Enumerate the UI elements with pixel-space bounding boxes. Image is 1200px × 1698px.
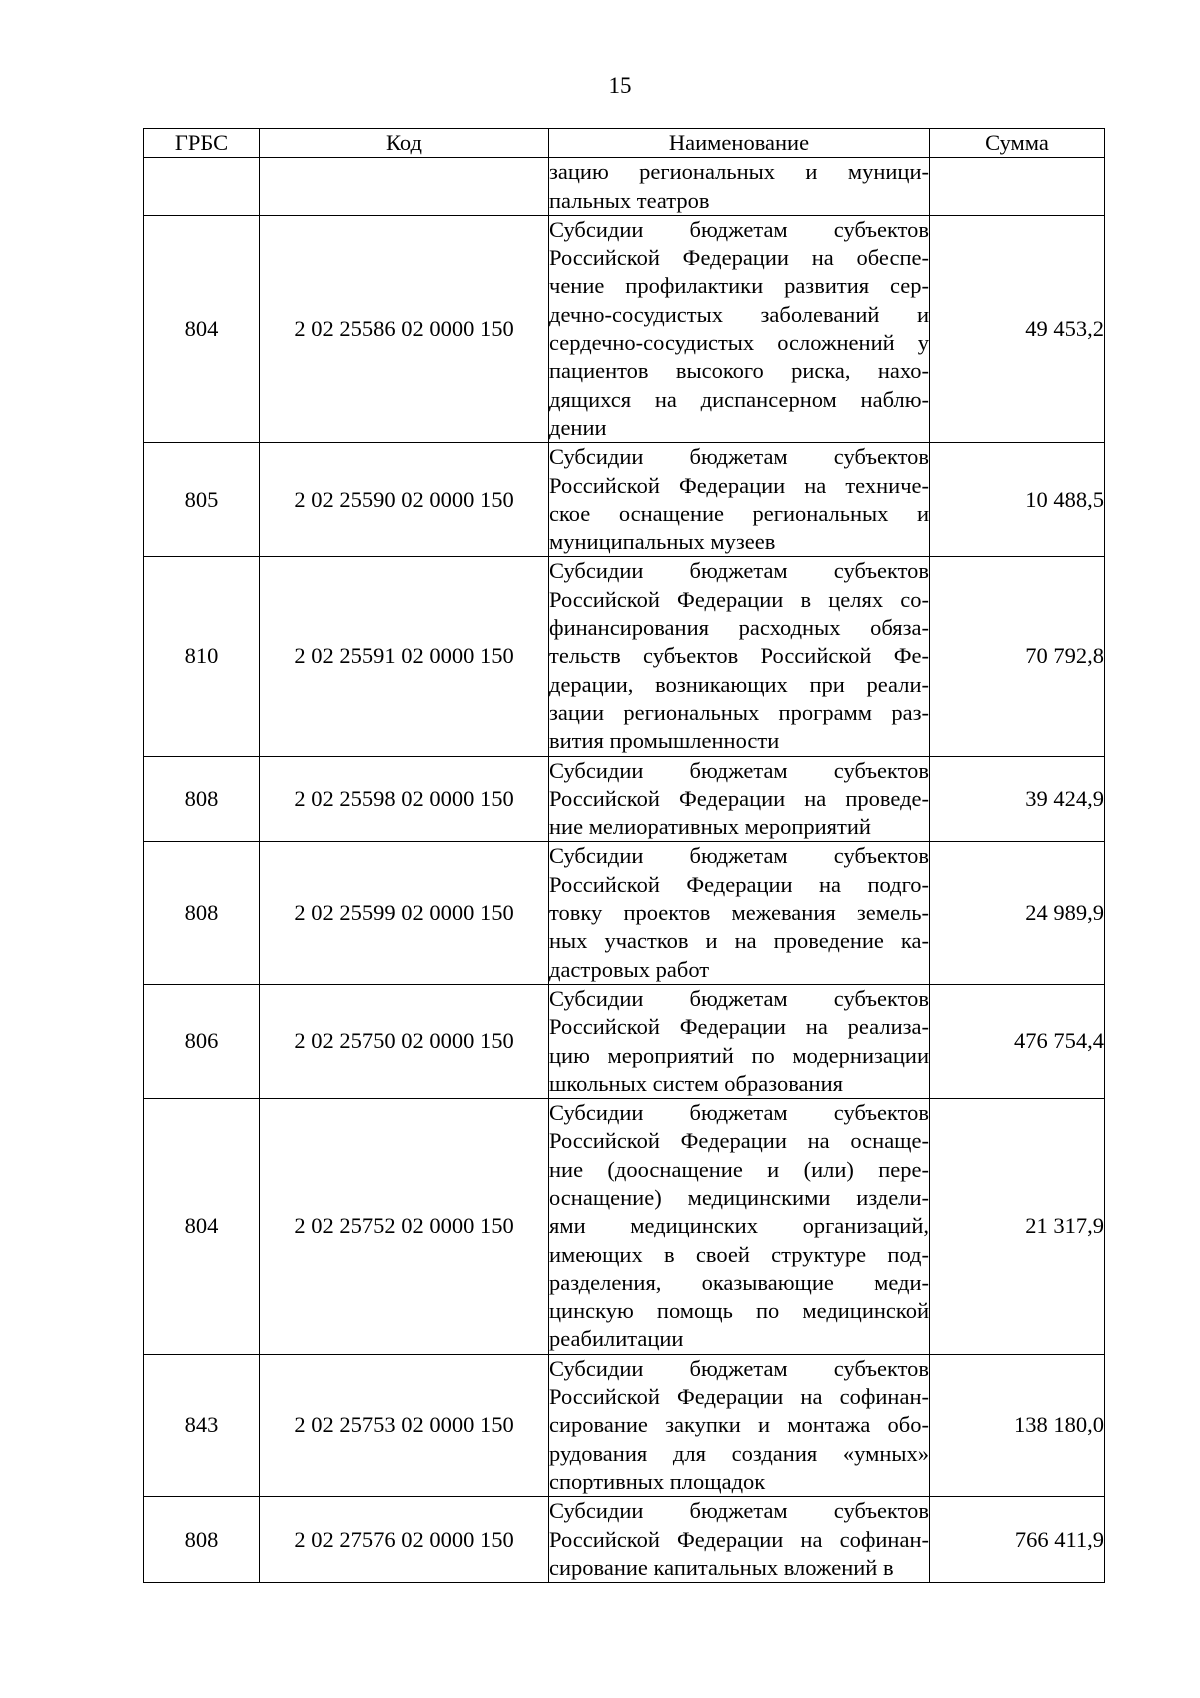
name-line: Российской Федерации на софинан- bbox=[549, 1384, 929, 1410]
name-line: цинскую помощь по медицинской bbox=[549, 1298, 929, 1324]
name-line: Российской Федерации в целях со- bbox=[549, 586, 929, 612]
name-line: муниципальных музеев bbox=[549, 529, 776, 555]
name-line: Российской Федерации на техниче- bbox=[549, 472, 929, 498]
name-line: спортивных площадок bbox=[549, 1468, 766, 1494]
name-line: Субсидии бюджетам субъектов bbox=[549, 558, 929, 584]
grbs-cell: 843 bbox=[144, 1354, 260, 1496]
code-cell: 2 02 25750 02 0000 150 bbox=[260, 984, 549, 1098]
sum-cell: 70 792,8 bbox=[930, 557, 1105, 756]
sum-cell: 138 180,0 bbox=[930, 1354, 1105, 1496]
name-line: Российской Федерации на обеспе- bbox=[549, 245, 929, 271]
name-line: чение профилактики развития сер- bbox=[549, 273, 929, 299]
name-line: сирование капитальных вложений в bbox=[549, 1554, 894, 1580]
table-row bbox=[144, 1497, 1105, 1583]
grbs-cell: 808 bbox=[144, 756, 260, 842]
header-grbs: ГРБС bbox=[144, 129, 260, 158]
table-row bbox=[144, 443, 1105, 557]
name-line: цию мероприятий по модернизации bbox=[549, 1042, 929, 1068]
name-line: ское оснащение региональных и bbox=[549, 500, 929, 526]
name-cell bbox=[549, 557, 930, 756]
name-cell bbox=[549, 842, 930, 984]
table-row bbox=[144, 842, 1105, 984]
name-line: разделения, оказывающие меди- bbox=[549, 1269, 929, 1295]
name-line: Субсидии бюджетам субъектов bbox=[549, 985, 929, 1011]
name-line: школьных систем образования bbox=[549, 1070, 843, 1096]
grbs-cell: 805 bbox=[144, 443, 260, 557]
name-line: Российской Федерации на реализа- bbox=[549, 1014, 929, 1040]
table-row bbox=[144, 158, 1105, 216]
name-cell bbox=[549, 1497, 930, 1583]
table-body bbox=[144, 158, 1105, 1583]
sum-cell: 476 754,4 bbox=[930, 984, 1105, 1098]
name-line: дении bbox=[549, 414, 607, 440]
name-line: Субсидии бюджетам субъектов bbox=[549, 216, 929, 242]
code-cell: 2 02 25599 02 0000 150 bbox=[260, 842, 549, 984]
name-line: Субсидии бюджетам субъектов bbox=[549, 1498, 929, 1524]
table-header-row bbox=[144, 129, 1105, 158]
name-cell bbox=[549, 158, 930, 216]
name-line: ных участков и на проведение ка- bbox=[549, 928, 929, 954]
table-row bbox=[144, 1354, 1105, 1496]
sum-cell: 21 317,9 bbox=[930, 1099, 1105, 1355]
table-row bbox=[144, 557, 1105, 756]
name-line: Субсидии бюджетам субъектов bbox=[549, 1100, 929, 1126]
name-line: Субсидии бюджетам субъектов bbox=[549, 444, 929, 470]
name-cell bbox=[549, 1354, 930, 1496]
name-cell bbox=[549, 443, 930, 557]
name-line: Субсидии бюджетам субъектов bbox=[549, 757, 929, 783]
name-line: товку проектов межевания земель- bbox=[549, 900, 929, 926]
table-row bbox=[144, 756, 1105, 842]
grbs-cell: 804 bbox=[144, 1099, 260, 1355]
code-cell: 2 02 25752 02 0000 150 bbox=[260, 1099, 549, 1355]
sum-cell: 766 411,9 bbox=[930, 1497, 1105, 1583]
name-line: имеющих в своей структуре под- bbox=[549, 1241, 929, 1267]
grbs-cell bbox=[144, 158, 260, 216]
grbs-cell: 806 bbox=[144, 984, 260, 1098]
grbs-cell: 808 bbox=[144, 842, 260, 984]
name-line: финансирования расходных обяза- bbox=[549, 615, 929, 641]
header-sum: Сумма bbox=[930, 129, 1105, 158]
budget-table bbox=[143, 128, 1105, 1583]
table-row bbox=[144, 215, 1105, 442]
name-line: дерации, возникающих при реали- bbox=[549, 671, 929, 697]
header-name: Наименование bbox=[549, 129, 930, 158]
name-cell bbox=[549, 756, 930, 842]
sum-cell: 10 488,5 bbox=[930, 443, 1105, 557]
sum-cell: 49 453,2 bbox=[930, 215, 1105, 442]
code-cell bbox=[260, 158, 549, 216]
name-line: рудования для создания «умных» bbox=[549, 1440, 929, 1466]
code-cell: 2 02 25586 02 0000 150 bbox=[260, 215, 549, 442]
name-line: Субсидии бюджетам субъектов bbox=[549, 1355, 929, 1381]
name-line: Российской Федерации на софинан- bbox=[549, 1526, 929, 1552]
page-number: 15 bbox=[608, 73, 632, 98]
code-cell: 2 02 25753 02 0000 150 bbox=[260, 1354, 549, 1496]
name-line: пациентов высокого риска, нахо- bbox=[549, 358, 929, 384]
name-line: пальных театров bbox=[549, 187, 710, 213]
name-line: сирование закупки и монтажа обо- bbox=[549, 1412, 929, 1438]
name-line: вития промышленности bbox=[549, 728, 780, 754]
grbs-cell: 804 bbox=[144, 215, 260, 442]
grbs-cell: 810 bbox=[144, 557, 260, 756]
name-line: ние мелиоративных мероприятий bbox=[549, 814, 871, 840]
sum-cell: 39 424,9 bbox=[930, 756, 1105, 842]
grbs-cell: 808 bbox=[144, 1497, 260, 1583]
name-cell bbox=[549, 984, 930, 1098]
name-line: зацию региональных и муници- bbox=[549, 159, 929, 185]
name-line: Российской Федерации на оснаще- bbox=[549, 1128, 929, 1154]
name-cell bbox=[549, 1099, 930, 1355]
code-cell: 2 02 25590 02 0000 150 bbox=[260, 443, 549, 557]
table-row bbox=[144, 984, 1105, 1098]
name-cell bbox=[549, 215, 930, 442]
name-line: дастровых работ bbox=[549, 956, 710, 982]
code-cell: 2 02 27576 02 0000 150 bbox=[260, 1497, 549, 1583]
code-cell: 2 02 25591 02 0000 150 bbox=[260, 557, 549, 756]
name-line: реабилитации bbox=[549, 1326, 684, 1352]
name-line: тельств субъектов Российской Фе- bbox=[549, 643, 929, 669]
name-line: сердечно-сосудистых осложнений у bbox=[549, 330, 929, 356]
name-line: ями медицинских организаций, bbox=[549, 1213, 929, 1239]
name-line: оснащение) медицинскими издели- bbox=[549, 1184, 929, 1210]
code-cell: 2 02 25598 02 0000 150 bbox=[260, 756, 549, 842]
name-line: Российской Федерации на проведе- bbox=[549, 785, 929, 811]
header-code: Код bbox=[260, 129, 549, 158]
name-line: зации региональных программ раз- bbox=[549, 699, 929, 725]
name-line: ние (дооснащение и (или) пере- bbox=[549, 1156, 929, 1182]
name-line: Российской Федерации на подго- bbox=[549, 871, 929, 897]
table-row bbox=[144, 1099, 1105, 1355]
sum-cell bbox=[930, 158, 1105, 216]
name-line: дечно-сосудистых заболеваний и bbox=[549, 301, 929, 327]
sum-cell: 24 989,9 bbox=[930, 842, 1105, 984]
name-line: дящихся на диспансерном наблю- bbox=[549, 386, 929, 412]
name-line: Субсидии бюджетам субъектов bbox=[549, 843, 929, 869]
